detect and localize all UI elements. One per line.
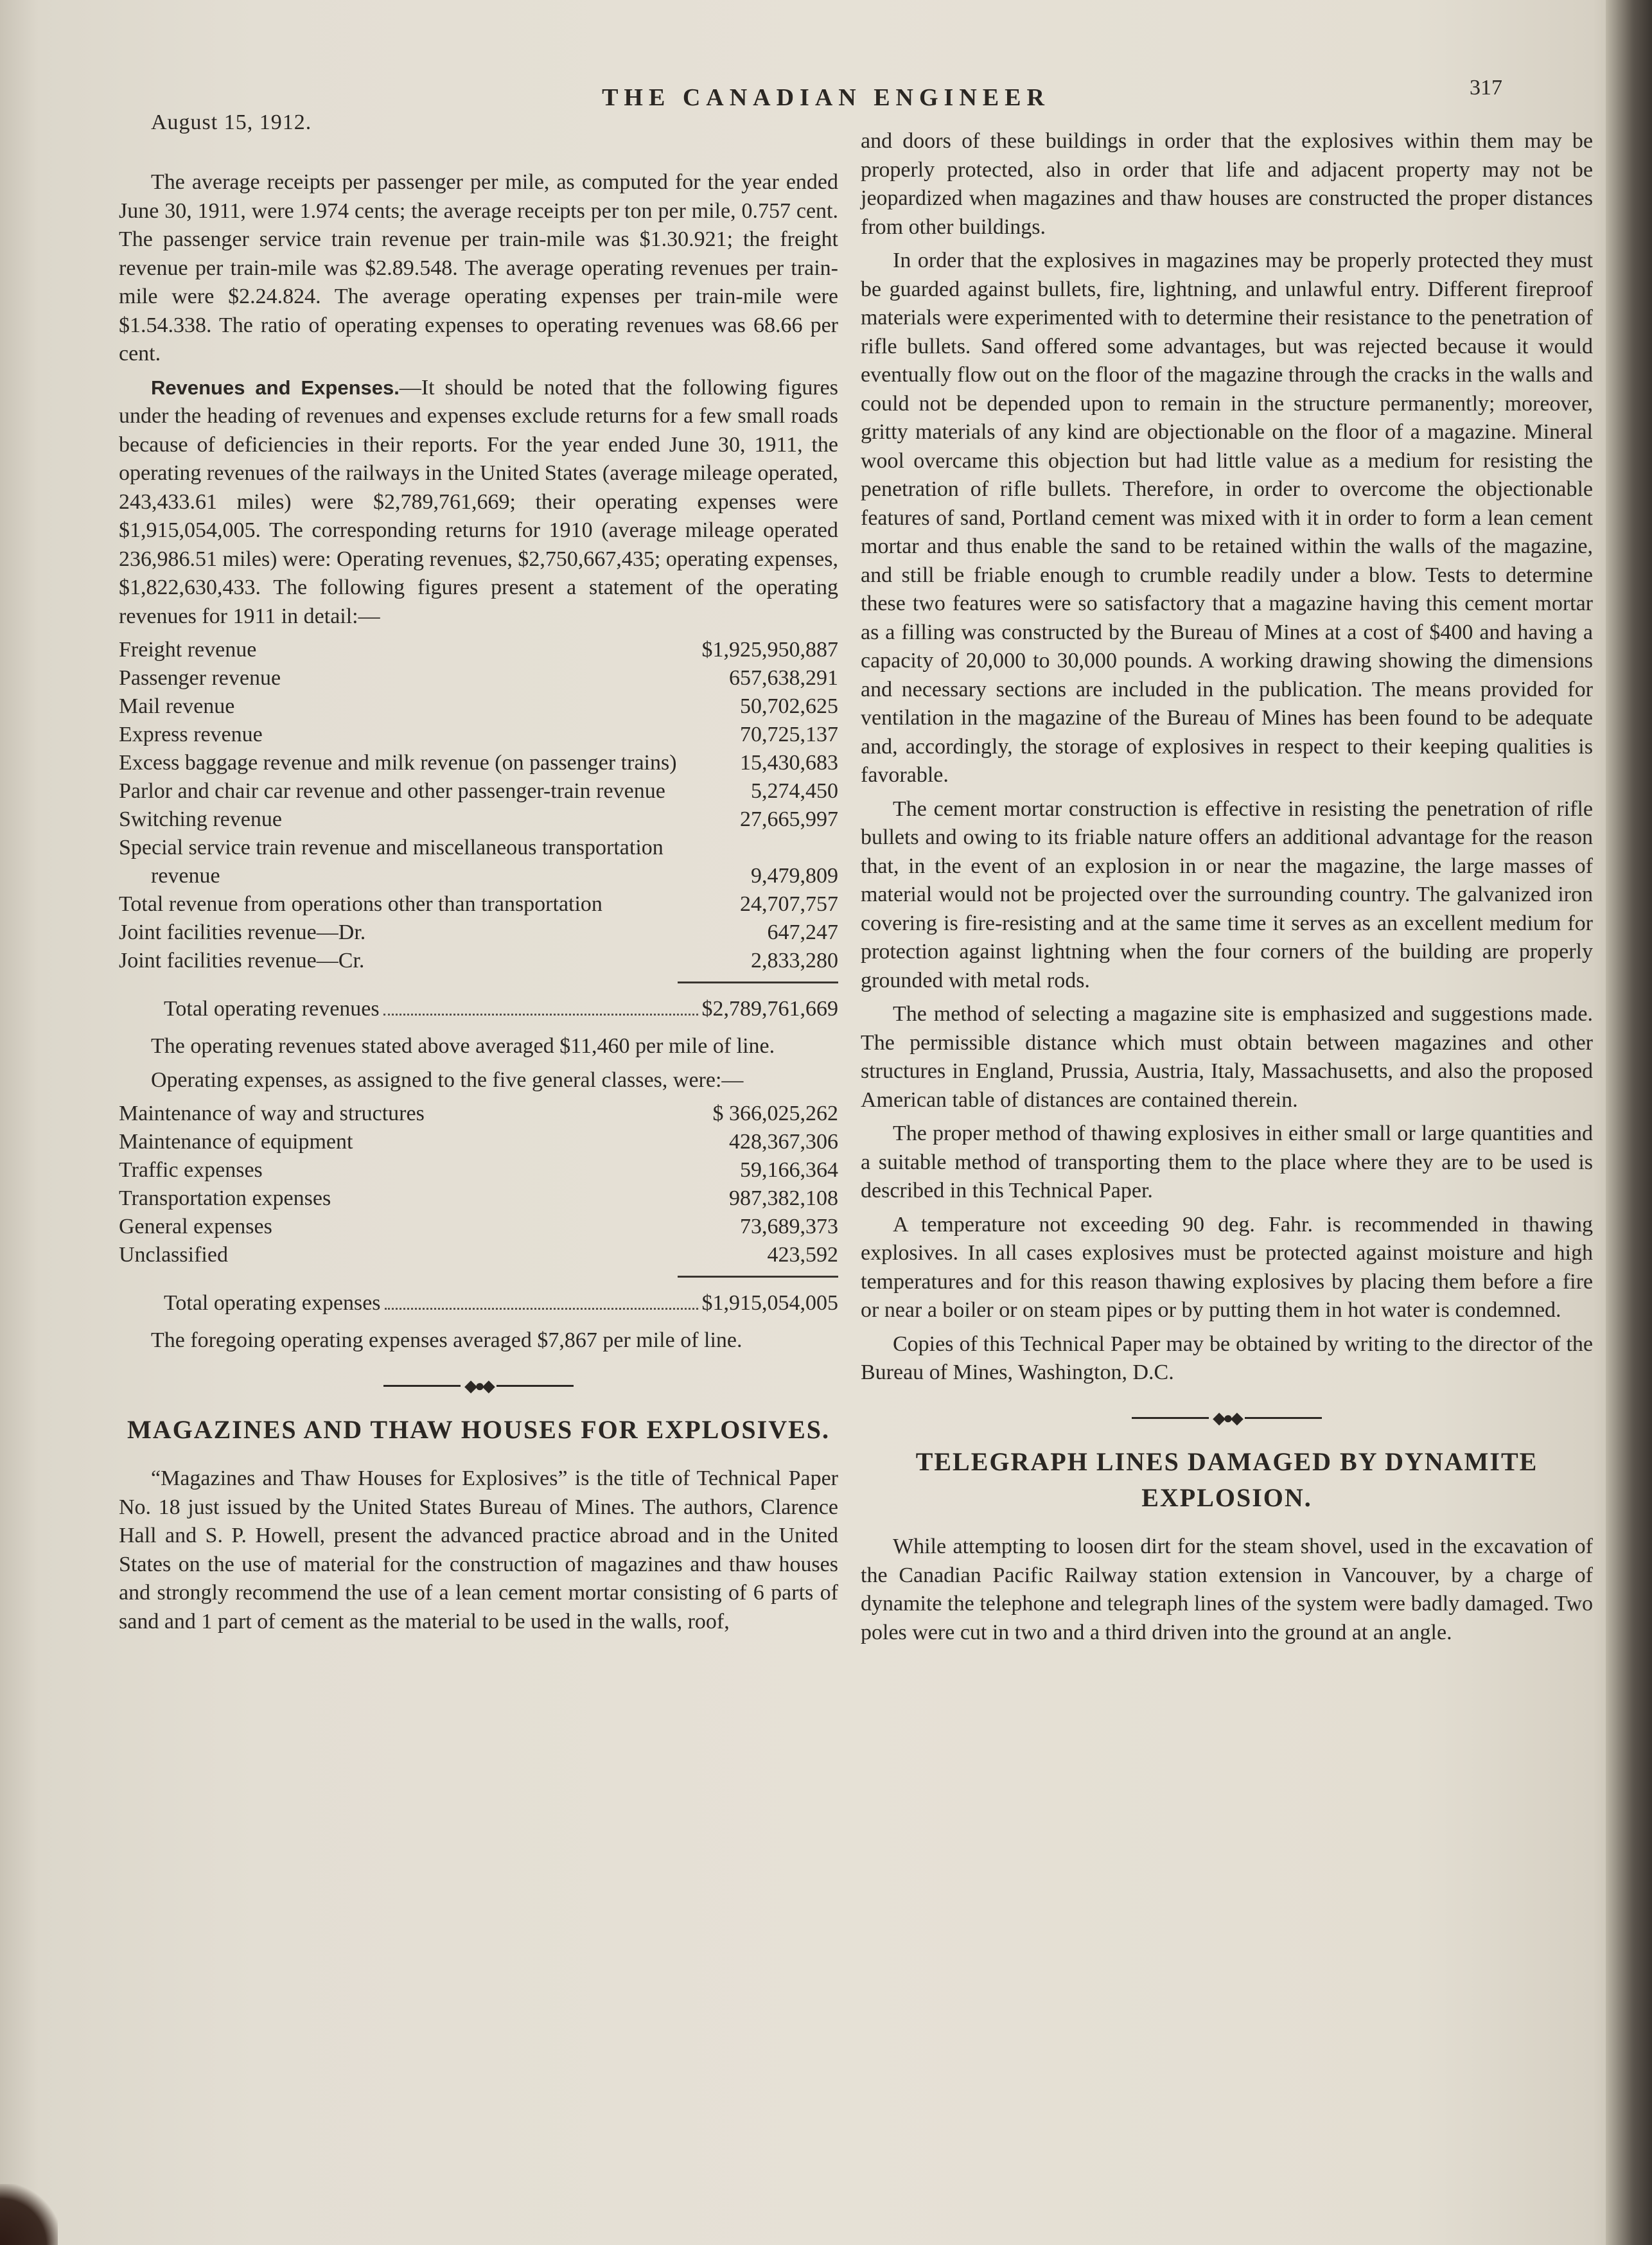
statement-value: 9,479,809 <box>751 864 838 888</box>
expenses-total-row <box>119 1289 838 1317</box>
revenues-statement <box>119 636 838 975</box>
statement-label: Unclassified <box>119 1243 228 1267</box>
statement-label: Special service train revenue and miscellaneous transportation revenue <box>119 836 663 888</box>
statement-row <box>119 947 838 975</box>
journal-title: THE CANADIAN ENGINEER <box>602 84 1050 111</box>
statement-row <box>119 664 838 692</box>
statement-label: Maintenance of equipment <box>119 1130 353 1154</box>
sum-rule <box>678 982 838 983</box>
statement-value: 59,166,364 <box>740 1158 838 1182</box>
statement-row <box>119 1156 838 1184</box>
statement-value: 657,638,291 <box>729 666 838 690</box>
total-value: $2,789,761,669 <box>701 997 838 1021</box>
article-heading-magazines: MAGAZINES AND THAW HOUSES FOR EXPLOSIVES. <box>127 1415 830 1444</box>
statement-label: General expenses <box>119 1215 272 1238</box>
statement-value: 50,702,625 <box>740 694 838 718</box>
statement-row <box>119 834 838 890</box>
ornament-icon: ◆●◆ <box>464 1376 493 1395</box>
statement-value: 70,725,137 <box>740 723 838 746</box>
issue-date: August 15, 1912. <box>151 110 312 134</box>
statement-row <box>119 721 838 749</box>
statement-label: Freight revenue <box>119 638 257 662</box>
revenues-total-row <box>119 995 838 1023</box>
sum-rule <box>678 1276 838 1278</box>
statement-row <box>119 890 838 919</box>
leader-dots <box>385 1308 698 1310</box>
section-divider <box>861 1404 1593 1433</box>
statement-row <box>119 1184 838 1213</box>
paragraph-text: —It should be noted that the following figures under the heading of revenues and expenses exclude returns for a few small roads because of deficiencies in their reports. For the year ended June 30, 1911, the operating revenues of the railways in the United States (average mileage operated, 243,433.61 miles) were $2,789,761,669; their operating expenses were $1,915,054,005. The corresponding returns for 1910 (average mileage operated 236,986.51 miles) were: Operating revenues, $2,750,667,435; operating expenses, $1,822,630,433. The following figures present a statement of the operating revenues for 1911 in detail:— <box>119 375 838 628</box>
total-label: Total operating revenues <box>164 997 380 1021</box>
paragraph-thawing-method: The proper method of thawing explosives in either small or large quantities and a suitable method of transporting them to the place where they are to be used is described in this Technical Paper. <box>861 1122 1593 1202</box>
total-label: Total operating expenses <box>164 1291 381 1315</box>
leader-dots <box>383 1014 698 1016</box>
statement-row <box>119 692 838 721</box>
paragraph-technical-paper: “Magazines and Thaw Houses for Explosives” is the title of Technical Paper No. 18 just issued by the United States Bureau of Mines. The authors, Clarence Hall and S. P. Howell, present the advanced practice abroad and in the United States on the use of material for the construction of magazines and thaw houses and strongly recommend the use of a lean cement mortar consisting of 6 parts of sand and 1 part of cement as the material to be used in the walls, roof, <box>119 1466 838 1633</box>
paragraph-revenue-per-mile: The operating revenues stated above averaged $11,460 per mile of line. <box>151 1034 775 1058</box>
statement-value: 647,247 <box>767 920 838 944</box>
paragraph-expense-per-mile: The foregoing operating expenses averaged $7,867 per mile of line. <box>151 1328 743 1352</box>
statement-label: Traffic expenses <box>119 1158 263 1182</box>
statement-value: 27,665,997 <box>740 807 838 831</box>
right-column <box>861 127 1593 1652</box>
statement-label: Mail revenue <box>119 694 235 718</box>
paragraph-average-receipts: The average receipts per passenger per mile, as computed for the year ended June 30, 1911, were 1.974 cents; the average receipts per ton per mile, 0.757 cent. The passenger service train revenue per train-mile was $1.30.921; the freight revenue per train-mile was $2.89.548. The average operating revenues per train-mile were $2.24.824. The average operating expenses per train-mile were $1.54.338. The ratio of operating expenses to operating revenues was 68.66 per cent. <box>119 170 838 365</box>
paragraph-cement-mortar: The cement mortar construction is effective in resisting the penetration of rifle bullets and owing to its friable nature offers an additional advantage for the reason that, in the event of an explosion in or near the magazine, the large masses of material would not be projected over the surrounding country. The galvanized iron covering is fire-resisting and at the same time it serves as an excellent medium for protection against lightning when the four corners of the building are properly grounded with metal rods. <box>861 797 1593 992</box>
statement-value: 15,430,683 <box>740 751 838 775</box>
statement-label: Maintenance of way and structures <box>119 1102 425 1125</box>
statement-value: $1,925,950,887 <box>701 638 838 662</box>
statement-label: Express revenue <box>119 723 263 746</box>
statement-value: 423,592 <box>767 1243 838 1267</box>
expenses-statement <box>119 1100 838 1269</box>
page-number: 317 <box>1470 76 1502 100</box>
statement-label: Passenger revenue <box>119 666 281 690</box>
statement-label: Switching revenue <box>119 807 282 831</box>
statement-row <box>119 1241 838 1269</box>
section-divider <box>119 1372 838 1401</box>
statement-value: 428,367,306 <box>729 1130 838 1154</box>
statement-value: 73,689,373 <box>740 1215 838 1238</box>
statement-label: Transportation expenses <box>119 1186 331 1210</box>
binding-gutter <box>1606 0 1652 2245</box>
statement-label: Parlor and chair car revenue and other passenger-train revenue <box>119 779 665 803</box>
statement-label: Joint facilities revenue—Cr. <box>119 949 365 973</box>
run-in-heading: Revenues and Expenses. <box>151 376 400 399</box>
statement-value: 2,833,280 <box>751 949 838 973</box>
paragraph-site-selection: The method of selecting a magazine site is emphasized and suggestions made. The permissible distance which must obtain between magazines and other structures in England, Prussia, Austria, Italy, Massachusetts, and also the proposed American table of distances are contained therein. <box>861 1002 1593 1112</box>
statement-label: Excess baggage revenue and milk revenue (on passenger trains) <box>119 751 677 775</box>
statement-value: $ 366,025,262 <box>712 1102 838 1125</box>
statement-row <box>119 806 838 834</box>
paragraph-continued: and doors of these buildings in order that the explosives within them may be properly protected, also in order that life and adjacent property may not be jeopardized when magazines and thaw houses are constructed the proper distances from other buildings. <box>861 129 1593 239</box>
statement-row <box>119 919 838 947</box>
statement-row <box>119 636 838 664</box>
total-value: $1,915,054,005 <box>701 1291 838 1315</box>
statement-value: 24,707,757 <box>740 892 838 916</box>
statement-row <box>119 749 838 777</box>
paragraph-revenues-expenses <box>119 374 838 631</box>
statement-row <box>119 1128 838 1156</box>
left-column <box>119 168 838 1641</box>
article-heading-telegraph: TELEGRAPH LINES DAMAGED BY DYNAMITE EXPLOSION. <box>915 1447 1538 1512</box>
statement-value: 5,274,450 <box>751 779 838 803</box>
statement-label: Total revenue from operations other than transportation <box>119 892 602 916</box>
statement-label: Joint facilities revenue—Dr. <box>119 920 366 944</box>
paragraph-dynamite: While attempting to loosen dirt for the steam shovel, used in the excavation of the Canadian Pacific Railway station extension in Vancouver, by a charge of dynamite the telephone and telegraph lines of the system were badly damaged. Two poles were cut in two and a third driven into the ground at an angle. <box>861 1535 1593 1644</box>
statement-row <box>119 1213 838 1241</box>
paragraph-temperature: A temperature not exceeding 90 deg. Fahr. is recommended in thawing explosives. In all cases explosives must be protected against moisture and high temperatures and for this reason thawing explosives by placing them before a fire or near a boiler or on steam pipes or by putting them in hot water is condemned. <box>861 1212 1593 1322</box>
paragraph-protection: In order that the explosives in magazines may be properly protected they must be guarded against bullets, fire, lightning, and unlawful entry. Different fireproof materials were experimented with to determine their resistance to the penetration of rifle bullets. Sand offered some advantages, but was rejected because it would eventually flow out on the floor of the magazine through the cracks in the walls and could not be depended upon to remain in the structure permanently; moreover, gritty materials of any kind are objectionable on the floor of a magazine. Mineral wool overcame this objection but had little value as a medium for resisting the penetration of rifle bullets. Therefore, in order to overcome the objectionable features of sand, Portland cement was mixed with it in order to form a lean cement mortar and thus enable the sand to be retained within the walls of the magazine, and still be friable enough to crumble readily under a blow. Tests to determine these two features were so satisfactory that a magazine having this cement mortar as a filling was constructed by the Bureau of Mines at a cost of $400 and having a capacity of 20,000 to 30,000 pounds. A working drawing showing the dimensions and necessary sections are included in the publication. The means provided for ventilation in the magazine of the Bureau of Mines has been found to be adequate and, accordingly, the storage of explosives in respect to their keeping qualities is favorable. <box>861 249 1593 787</box>
statement-row <box>119 777 838 806</box>
statement-value: 987,382,108 <box>729 1186 838 1210</box>
paragraph-expense-classes: Operating expenses, as assigned to the five general classes, were:— <box>151 1068 744 1092</box>
paragraph-copies: Copies of this Technical Paper may be obtained by writing to the director of the Bureau of Mines, Washington, D.C. <box>861 1332 1593 1384</box>
statement-row <box>119 1100 838 1128</box>
page-corner-shadow <box>0 2184 58 2245</box>
ornament-icon: ◆●◆ <box>1213 1408 1241 1427</box>
